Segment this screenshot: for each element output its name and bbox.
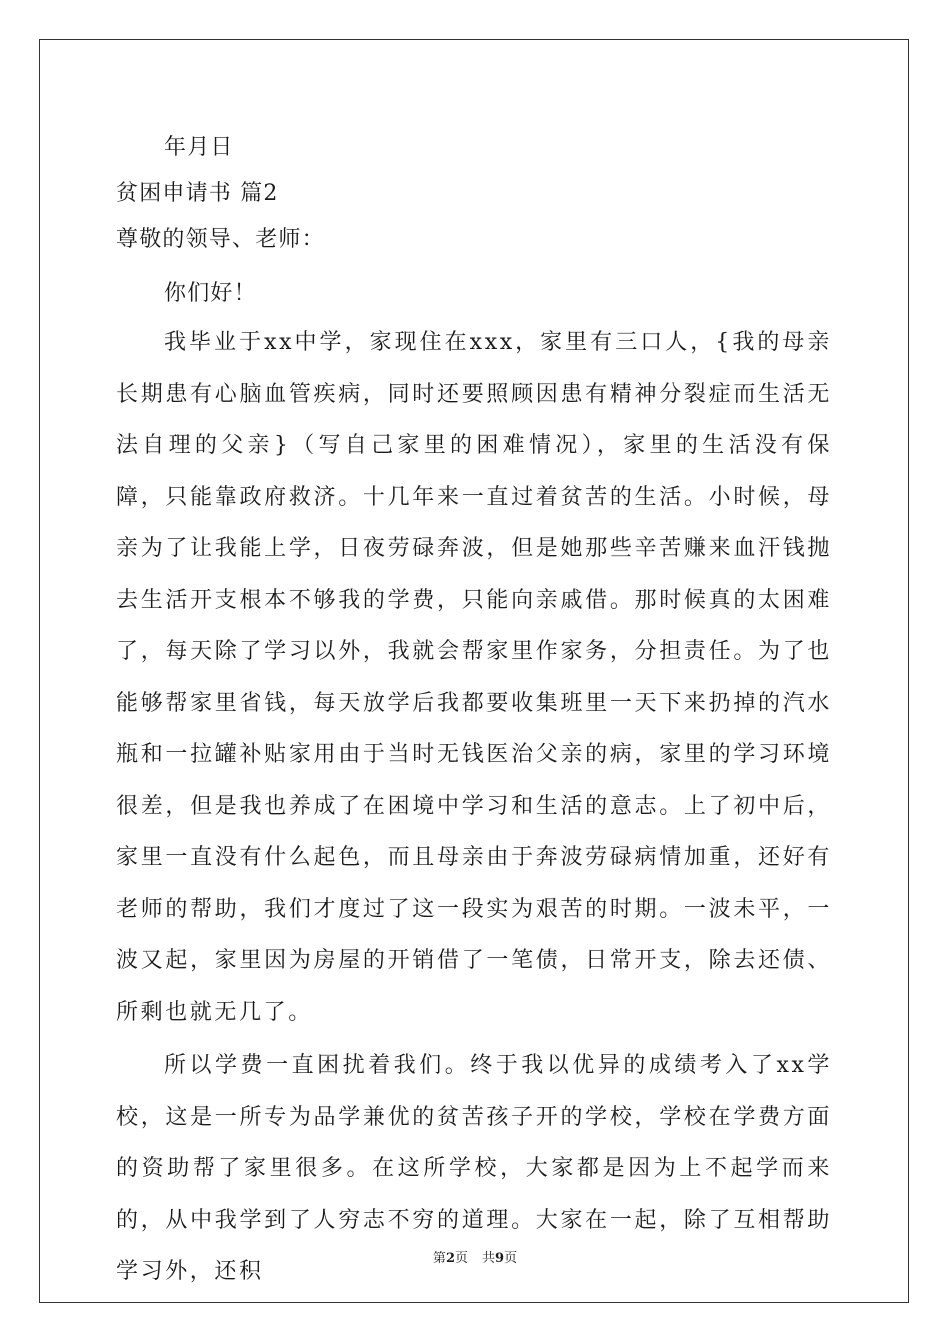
total-prefix: 共 (482, 1251, 496, 1266)
greeting: 你们好！ (164, 281, 257, 306)
document-body (116, 125, 836, 1298)
page-suffix: 页 (454, 1251, 468, 1266)
current-page-number: 2 (445, 1251, 455, 1266)
date-line: 年月日 (164, 135, 234, 160)
document-heading: 贫困申请书 篇2 (116, 181, 279, 206)
total-page-number: 9 (495, 1251, 505, 1266)
page-prefix: 第 (432, 1251, 446, 1266)
page-footer (0, 1247, 950, 1266)
body-paragraph-2: 所以学费一直困扰着我们。终于我以优异的成绩考入了xx学校，这是一所专为品学兼优的贫苦孩子开的学校，学校在学费方面的资助帮了家里很多。在这所学校，大家都是因为上不起学而来的，从中我学到了人穷志不穷的道理。大家在一起，除了互相帮助学习外，还积 (116, 1053, 832, 1284)
body-paragraph-1: 我毕业于xx中学，家现住在xxx，家里有三口人，{我的母亲长期患有心脑血管疾病，同时还要照顾因患有精神分裂症而生活无法自理的父亲}（写自己家里的困难情况），家里的生活没有保障，只能靠政府救济。十几年来一直过着贫苦的生活。小时候，母亲为了让我能上学，日夜劳碌奔波，但是她那些辛苦赚来血汗钱抛去生活开支根本不够我的学费，只能向亲戚借。那时候真的太困难了，每天除了学习以外，我就会帮家里作家务，分担责任。为了也能够帮家里省钱，每天放学后我都要收集班里一天下来扔掉的汽水瓶和一拉罐补贴家用由于当时无钱医治父亲的病，家里的学习环境很差，但是我也养成了在困境中学习和生活的意志。上了初中后，家里一直没有什么起色，而且母亲由于奔波劳碌病情加重，还好有老师的帮助，我们才度过了这一段实为艰苦的时期。一波未平，一波又起，家里因为房屋的开销借了一笔债，日常开支，除去还债、所剩也就无几了。 (116, 330, 832, 1025)
salutation: 尊敬的领导、老师： (116, 227, 325, 252)
total-suffix: 页 (504, 1251, 518, 1266)
